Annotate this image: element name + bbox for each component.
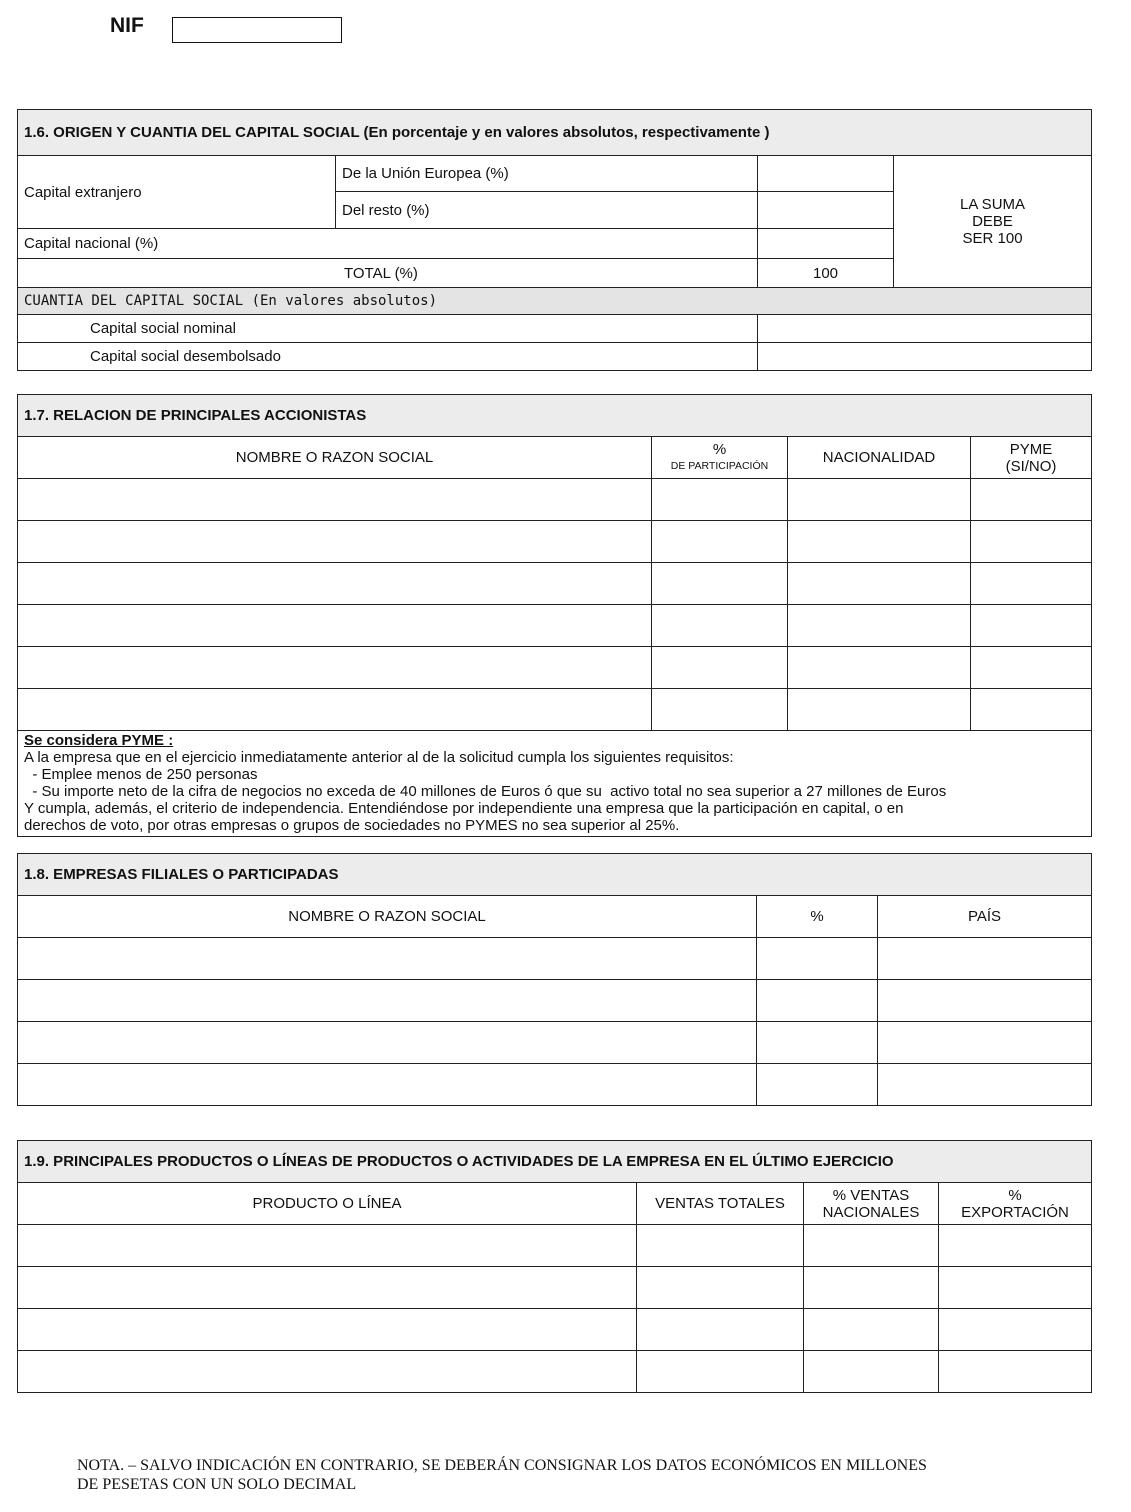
cell-input[interactable] (18, 479, 652, 521)
cell-input[interactable] (652, 647, 788, 689)
section-1-7-title: 1.7. RELACION DE PRINCIPALES ACCIONISTAS (18, 395, 1092, 437)
table-row (18, 563, 1092, 605)
section-1-8-title: 1.8. EMPRESAS FILIALES O PARTICIPADAS (18, 854, 1092, 896)
cell-input[interactable] (878, 938, 1092, 980)
cell-input[interactable] (971, 647, 1092, 689)
table-row (18, 980, 1092, 1022)
cell-input[interactable] (18, 1225, 637, 1267)
cell-input[interactable] (18, 689, 652, 731)
desembolsado-input[interactable] (758, 343, 1092, 371)
col-exportacion: % EXPORTACIÓN (939, 1183, 1092, 1225)
col-porcentaje: % (757, 896, 878, 938)
cell-input[interactable] (804, 1267, 939, 1309)
cell-input[interactable] (788, 521, 971, 563)
cell-input[interactable] (637, 1267, 804, 1309)
table-row (18, 479, 1092, 521)
cell-input[interactable] (652, 605, 788, 647)
cell-input[interactable] (971, 605, 1092, 647)
table-row (18, 689, 1092, 731)
cell-input[interactable] (788, 605, 971, 647)
cell-input[interactable] (878, 980, 1092, 1022)
cell-input[interactable] (757, 980, 878, 1022)
cell-input[interactable] (757, 1064, 878, 1106)
cell-input[interactable] (757, 1022, 878, 1064)
cell-input[interactable] (637, 1309, 804, 1351)
col-pyme: PYME (SI/NO) (971, 437, 1092, 479)
table-row (18, 938, 1092, 980)
resto-input[interactable] (758, 192, 894, 229)
col-nacionalidad: NACIONALIDAD (788, 437, 971, 479)
cell-input[interactable] (652, 563, 788, 605)
cell-input[interactable] (637, 1351, 804, 1393)
cell-input[interactable] (939, 1267, 1092, 1309)
cell-input[interactable] (18, 1064, 757, 1106)
nif-label: NIF (110, 14, 144, 37)
nominal-label: Capital social nominal (18, 315, 758, 343)
table-row (18, 1022, 1092, 1064)
cell-input[interactable] (18, 1351, 637, 1393)
col-nombre: NOMBRE O RAZON SOCIAL (18, 896, 757, 938)
cell-input[interactable] (804, 1225, 939, 1267)
col-ventas-totales: VENTAS TOTALES (637, 1183, 804, 1225)
cell-input[interactable] (878, 1064, 1092, 1106)
table-row (18, 1064, 1092, 1106)
nominal-input[interactable] (758, 315, 1092, 343)
cell-input[interactable] (18, 1309, 637, 1351)
cell-input[interactable] (788, 563, 971, 605)
cell-input[interactable] (939, 1351, 1092, 1393)
cell-input[interactable] (804, 1309, 939, 1351)
ue-input[interactable] (758, 156, 894, 192)
section-1-8-table (17, 853, 1092, 1106)
table-row (18, 647, 1092, 689)
section-1-6-table (17, 109, 1092, 371)
cell-input[interactable] (18, 605, 652, 647)
footnote: NOTA. – SALVO INDICACIÓN EN CONTRARIO, SE DEBERÁN CONSIGNAR LOS DATOS ECONÓMICOS EN MILLONES DE PESETAS CON UN SOLO DECIMAL (77, 1457, 927, 1493)
col-ventas-nacionales: % VENTAS NACIONALES (804, 1183, 939, 1225)
cell-input[interactable] (971, 521, 1092, 563)
col-producto: PRODUCTO O LÍNEA (18, 1183, 637, 1225)
total-value: 100 (758, 259, 894, 288)
table-row (18, 1351, 1092, 1393)
suma-note: LA SUMA DEBE SER 100 (894, 156, 1092, 288)
cell-input[interactable] (939, 1225, 1092, 1267)
pyme-note: Se considera PYME : A la empresa que en el ejercicio inmediatamente anterior al de la solicitud cumpla los siguientes requisitos: - Emplee menos de 250 personas - Su importe neto de la cifra de negocios no exceda de 40 millones de Euros ó que su activo total no sea superior a 27 millones de Euros Y cumpla, además, el criterio de independencia. Entendiéndose por independiente una empresa que la participación en capital, o en derechos de voto, por otras empresas o grupos de sociedades no PYMES no sea superior al 25%. (18, 731, 1092, 837)
section-1-9-table (17, 1140, 1092, 1393)
table-row (18, 521, 1092, 563)
capital-nacional-label: Capital nacional (%) (18, 229, 758, 259)
table-row (18, 605, 1092, 647)
cell-input[interactable] (18, 647, 652, 689)
cell-input[interactable] (652, 521, 788, 563)
cell-input[interactable] (18, 938, 757, 980)
col-pais: PAÍS (878, 896, 1092, 938)
cell-input[interactable] (788, 647, 971, 689)
cell-input[interactable] (652, 689, 788, 731)
nacional-input[interactable] (758, 229, 894, 259)
cell-input[interactable] (939, 1309, 1092, 1351)
col-nombre: NOMBRE O RAZON SOCIAL (18, 437, 652, 479)
cell-input[interactable] (757, 938, 878, 980)
section-1-9-title: 1.9. PRINCIPALES PRODUCTOS O LÍNEAS DE PRODUCTOS O ACTIVIDADES DE LA EMPRESA EN EL ÚLTIMO EJERCICIO (18, 1141, 1092, 1183)
cell-input[interactable] (18, 563, 652, 605)
section-1-7-table (17, 394, 1092, 837)
table-row (18, 1309, 1092, 1351)
cell-input[interactable] (788, 689, 971, 731)
cell-input[interactable] (878, 1022, 1092, 1064)
ue-label: De la Unión Europea (%) (336, 156, 758, 192)
cell-input[interactable] (804, 1351, 939, 1393)
cell-input[interactable] (18, 980, 757, 1022)
table-row (18, 1267, 1092, 1309)
cell-input[interactable] (18, 1022, 757, 1064)
resto-label: Del resto (%) (336, 192, 758, 229)
cuantia-title: CUANTIA DEL CAPITAL SOCIAL (En valores absolutos) (18, 288, 1092, 315)
cell-input[interactable] (971, 563, 1092, 605)
cell-input[interactable] (637, 1225, 804, 1267)
cell-input[interactable] (652, 479, 788, 521)
cell-input[interactable] (788, 479, 971, 521)
total-label: TOTAL (%) (18, 259, 758, 288)
cell-input[interactable] (18, 521, 652, 563)
capital-extranjero-label: Capital extranjero (18, 156, 336, 229)
section-1-6-title: 1.6. ORIGEN Y CUANTIA DEL CAPITAL SOCIAL (En porcentaje y en valores absolutos, respectivamente ) (18, 110, 1092, 156)
cell-input[interactable] (971, 689, 1092, 731)
col-participacion: % DE PARTICIPACIÓN (652, 437, 788, 479)
desembolsado-label: Capital social desembolsado (18, 343, 758, 371)
cell-input[interactable] (971, 479, 1092, 521)
table-row (18, 1225, 1092, 1267)
cell-input[interactable] (18, 1267, 637, 1309)
nif-field[interactable] (172, 17, 342, 43)
